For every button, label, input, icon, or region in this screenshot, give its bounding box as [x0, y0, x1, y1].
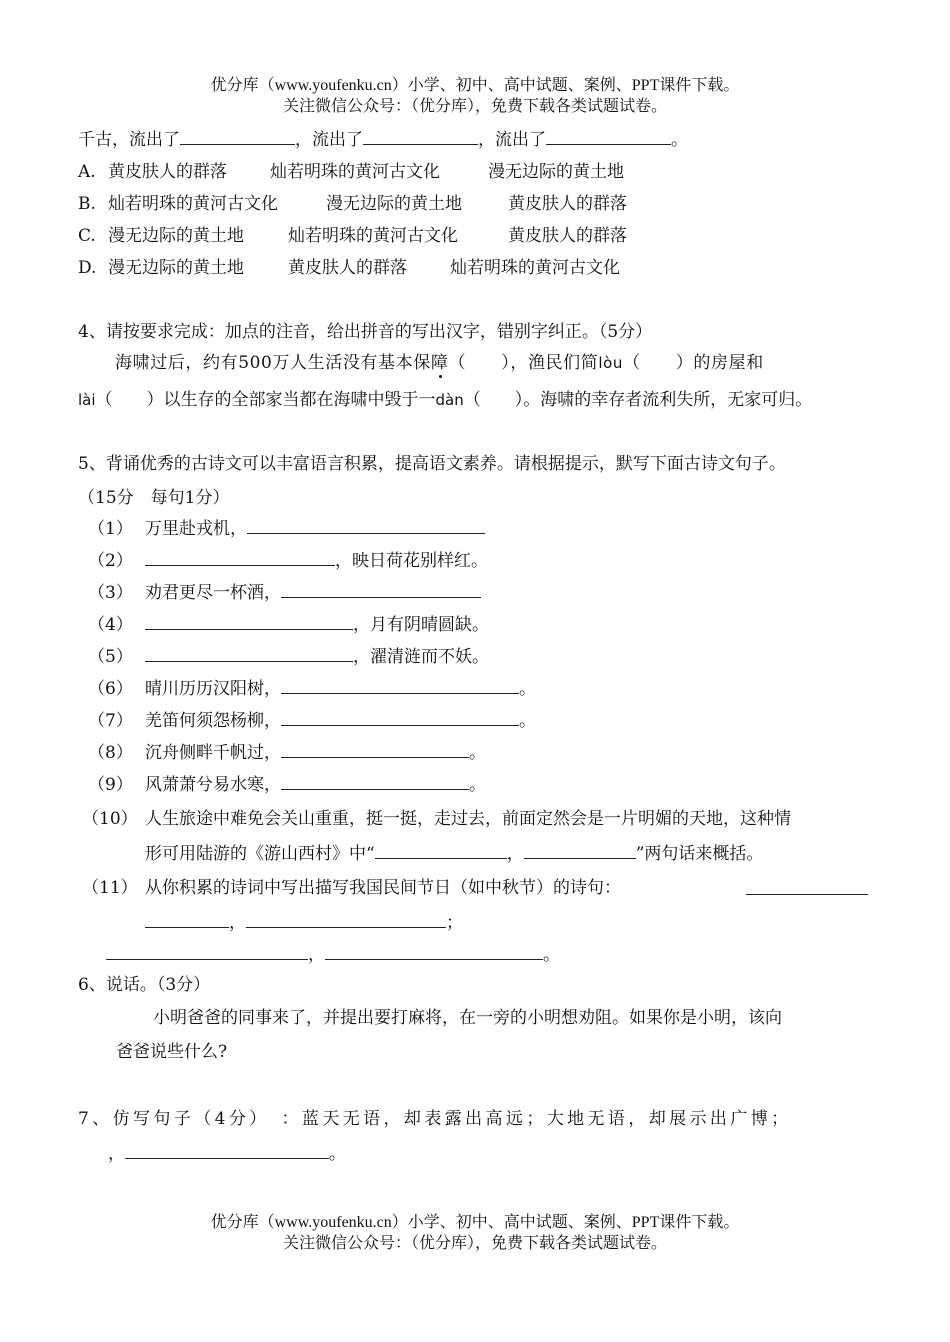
- answer-blank[interactable]: [247, 517, 485, 534]
- q4-title: 4、请按要求完成：加点的注音，给出拼音的写出汉字，错别字纠正。（5分）: [78, 322, 653, 342]
- q6-line-1: 小明爸爸的同事来了，并提出要打麻将，在一旁的小明想劝阻。如果你是小明，该向: [153, 1008, 782, 1028]
- answer-blank[interactable]: [180, 128, 295, 145]
- q5-item-6: （6） 晴川历历汉阳树， 。: [88, 679, 536, 699]
- answer-blank[interactable]: [145, 549, 335, 566]
- answer-blank[interactable]: [281, 741, 469, 758]
- answer-blank[interactable]: [145, 645, 353, 662]
- answer-blank[interactable]: [281, 677, 519, 694]
- answer-blank[interactable]: [746, 878, 868, 895]
- q3-option-b: B. 灿若明珠的黄河古文化 漫无边际的黄土地 黄皮肤人的群落: [78, 194, 627, 214]
- q5-item-10-line-2: 形可用陆游的《游山西村》中“ ， ”两句话来概括。: [145, 844, 764, 864]
- answer-blank[interactable]: [246, 911, 446, 928]
- answer-blank[interactable]: [145, 911, 229, 928]
- q6-line-2: 爸爸说些什么?: [116, 1042, 228, 1062]
- answer-blank[interactable]: [524, 842, 636, 859]
- q4-line-1: 海啸过后，约有500万人生活没有基本保障（ ），渔民们简lòu（ ）的房屋和: [115, 353, 764, 373]
- q3-stem: 千古，流出了 ，流出了 ，流出了 。: [78, 130, 688, 150]
- q5-item-4: （4） ，月有阴晴圆缺。: [88, 615, 489, 635]
- q3-option-d: D. 漫无边际的黄土地 黄皮肤人的群落 灿若明珠的黄河古文化: [78, 258, 620, 278]
- footer-line-1: 优分库（www.youfenku.cn）小学、初中、高中试题、案例、PPT课件下载。: [210, 1214, 740, 1231]
- answer-blank[interactable]: [281, 709, 519, 726]
- q7-line-2: ， 。: [108, 1144, 346, 1164]
- answer-blank[interactable]: [281, 581, 481, 598]
- answer-blank[interactable]: [546, 128, 671, 145]
- q5-item-7: （7） 羌笛何须怨杨柳， 。: [88, 711, 536, 731]
- answer-blank[interactable]: [106, 943, 308, 960]
- q5-item-2: （2） ，映日荷花别样红。: [88, 551, 488, 571]
- q5-item-11-line-2: ， ；: [145, 911, 463, 935]
- q5-item-10: （10） 人生旅途中难免会关山重重，挺一挺，走过去，前面定然会是一片明媚的天地，这种情: [82, 809, 791, 829]
- q3-option-a: A. 黄皮肤人的群落 灿若明珠的黄河古文化 漫无边际的黄土地: [78, 162, 624, 182]
- q7-title: 7、仿写句子（4分） ：蓝天无语，却表露出高远；大地无语，却展示出广博；: [78, 1109, 792, 1129]
- answer-blank[interactable]: [145, 613, 353, 630]
- q5-item-9: （9） 风萧萧兮易水寒， 。: [88, 775, 486, 795]
- footer-line-2: 关注微信公众号：（优分库），免费下载各类试题试卷。: [282, 1235, 667, 1252]
- header-line-2: 关注微信公众号：（优分库），免费下载各类试题试卷。: [282, 98, 667, 115]
- answer-blank[interactable]: [281, 773, 469, 790]
- q5-item-8: （8） 沉舟侧畔千帆过， 。: [88, 743, 486, 763]
- q5-item-3: （3） 劝君更尽一杯酒，: [88, 581, 133, 605]
- q5-item-5: （5） ，濯清涟而不妖。: [88, 647, 489, 667]
- q3-option-c: C. 漫无边际的黄土地 灿若明珠的黄河古文化 黄皮肤人的群落: [78, 226, 627, 246]
- q5-item-11: （11） 从你积累的诗词中写出描写我国民间节日（如中秋节）的诗句：: [82, 878, 621, 898]
- q4-line-2: lài（ ）以生存的全部家当都在海啸中毁于一dàn（ ）。海啸的幸存者流利失所，无家可归。: [78, 390, 813, 410]
- q5-score: （15分 每句1分）: [78, 488, 230, 508]
- answer-blank[interactable]: [363, 128, 478, 145]
- q5-title: 5、背诵优秀的古诗文可以丰富语言积累，提高语文素养。请根据提示，默写下面古诗文句子。: [78, 454, 786, 474]
- answer-blank[interactable]: [375, 842, 507, 859]
- q5-item-1: （1） 万里赴戎机，: [88, 517, 133, 541]
- header-line-1: 优分库（www.youfenku.cn）小学、初中、高中试题、案例、PPT课件下载。: [210, 77, 740, 94]
- answer-blank[interactable]: [325, 943, 543, 960]
- q6-title: 6、说话。（3分）: [78, 975, 211, 995]
- answer-blank[interactable]: [125, 1142, 329, 1159]
- q5-item-11-line-3: ， 。: [106, 943, 560, 967]
